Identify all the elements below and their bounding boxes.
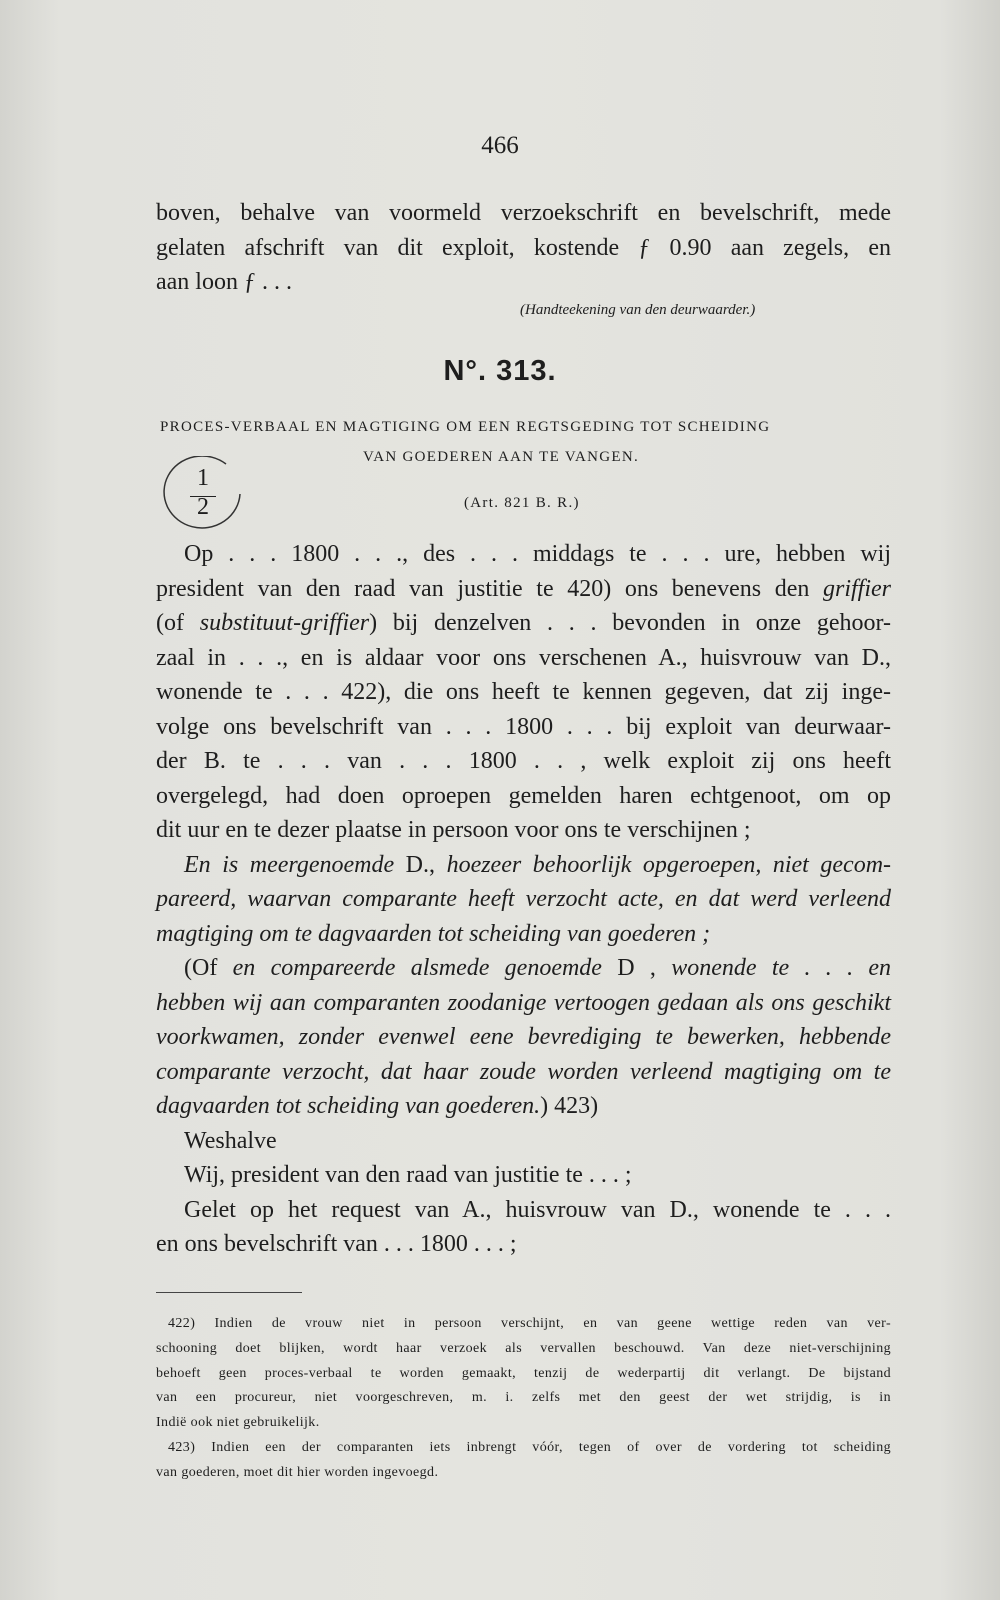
fraction-bar [190, 496, 216, 497]
opening-line: boven, behalve van voormeld verzoekschrift en bevelschrift, mede [156, 200, 891, 226]
form-number: N°. 313. [443, 355, 557, 387]
italic-line: En is meergenoemde D., hoezeer behoorlijk opgeroepen, niet gecom- [184, 851, 892, 878]
form-heading-line: VAN GOEDEREN AAN TE VANGEN. [363, 449, 640, 465]
italic-line: dagvaarden tot scheiding van goederen.) 423) [156, 1093, 599, 1119]
footnote-line: van goederen, moet dit hier worden ingevoegd. [156, 1464, 439, 1480]
italic-line: pareerd, waarvan comparante heeft verzocht acte, en dat werd verleend [156, 886, 891, 912]
opening-paragraph [156, 196, 891, 300]
main-line: overgelegd, had doen oproepen gemelden haren echtgenoot, om op [156, 782, 891, 809]
footnote-line: van een procureur, niet voorgeschreven, m. i. zelfs met den geest der wet strijdig, is in [156, 1390, 891, 1406]
main-line: zaal in . . ., en is aldaar voor ons verschenen A., huisvrouw van D., [156, 644, 891, 671]
main-line: dit uur en te dezer plaatse in persoon voor ons te verschijnen ; [156, 817, 751, 843]
footnote-line: schooning doet blijken, wordt haar verzoek als vervallen beschouwd. Van deze niet-verschijning [156, 1340, 891, 1356]
page-number: 466 [481, 132, 519, 159]
main-line: wonende te . . . 422), die ons heeft te kennen gegeven, dat zij inge- [156, 679, 891, 705]
italic-line: (Of en compareerde alsmede genoemde D , wonende te . . . en [184, 955, 892, 981]
closing-line: en ons bevelschrift van . . . 1800 . . . ; [156, 1231, 517, 1257]
closing-line: Wij, president van den raad van justitie te . . . ; [184, 1162, 632, 1188]
article-reference: (Art. 821 B. R.) [464, 495, 580, 511]
fraction-numerator: 1 [197, 465, 209, 491]
italic-line: voorkwamen, zonder evenwel eene bevrediging te bewerken, hebbende [156, 1024, 891, 1050]
main-line: der B. te . . . van . . . 1800 . . , welk exploit zij ons heeft [156, 748, 891, 774]
footnote-line: behoeft geen proces-verbaal te worden gemaakt, tenzij de wederpartij dit verlangt. De bijstand [156, 1365, 891, 1381]
italic-line: comparante verzocht, dat haar zoude worden verleend magtiging om te [156, 1058, 891, 1085]
main-paragraph [156, 537, 891, 1262]
main-line: Op . . . 1800 . . ., des . . . middags te . . . ure, hebben wij [184, 541, 891, 567]
signature-line: (Handteekening van den deurwaarder.) [520, 302, 756, 318]
main-line: volge ons bevelschrift van . . . 1800 . . . bij exploit van deurwaar- [156, 713, 891, 740]
footnotes [156, 1312, 891, 1486]
main-line: (of substituut-griffier) bij denzelven . . . bevonden in onze gehoor- [156, 610, 891, 636]
italic-line: magtiging om te dagvaarden tot scheiding van goederen ; [156, 920, 711, 947]
fraction-denominator: 2 [197, 494, 209, 520]
footnote-line: 423) Indien een der comparanten iets inbrengt vóór, tegen of over de vordering tot scheiding [168, 1439, 891, 1455]
closing-line: Gelet op het request van A., huisvrouw van D., wonende te . . . [184, 1196, 891, 1223]
closing-line: Weshalve [184, 1127, 277, 1154]
opening-line: aan loon ƒ . . . [156, 269, 292, 295]
italic-line: hebben wij aan comparanten zoodanige vertoogen gedaan als ons geschikt [156, 989, 891, 1016]
footnote-line: Indië ook niet gebruikelijk. [156, 1415, 320, 1431]
main-line: president van den raad van justitie te 420) ons benevens den griffier [156, 575, 891, 602]
form-heading-line: PROCES-VERBAAL EN MAGTIGING OM EEN REGTSGEDING TOT SCHEIDING [160, 419, 771, 435]
opening-line: gelaten afschrift van dit exploit, kostende ƒ 0.90 aan zegels, en [156, 234, 891, 261]
footnote-line: 422) Indien de vrouw niet in persoon verschijnt, en van geene wettige reden van ver- [168, 1316, 891, 1331]
margin-fraction [160, 464, 246, 522]
footnote-separator [156, 1292, 302, 1293]
